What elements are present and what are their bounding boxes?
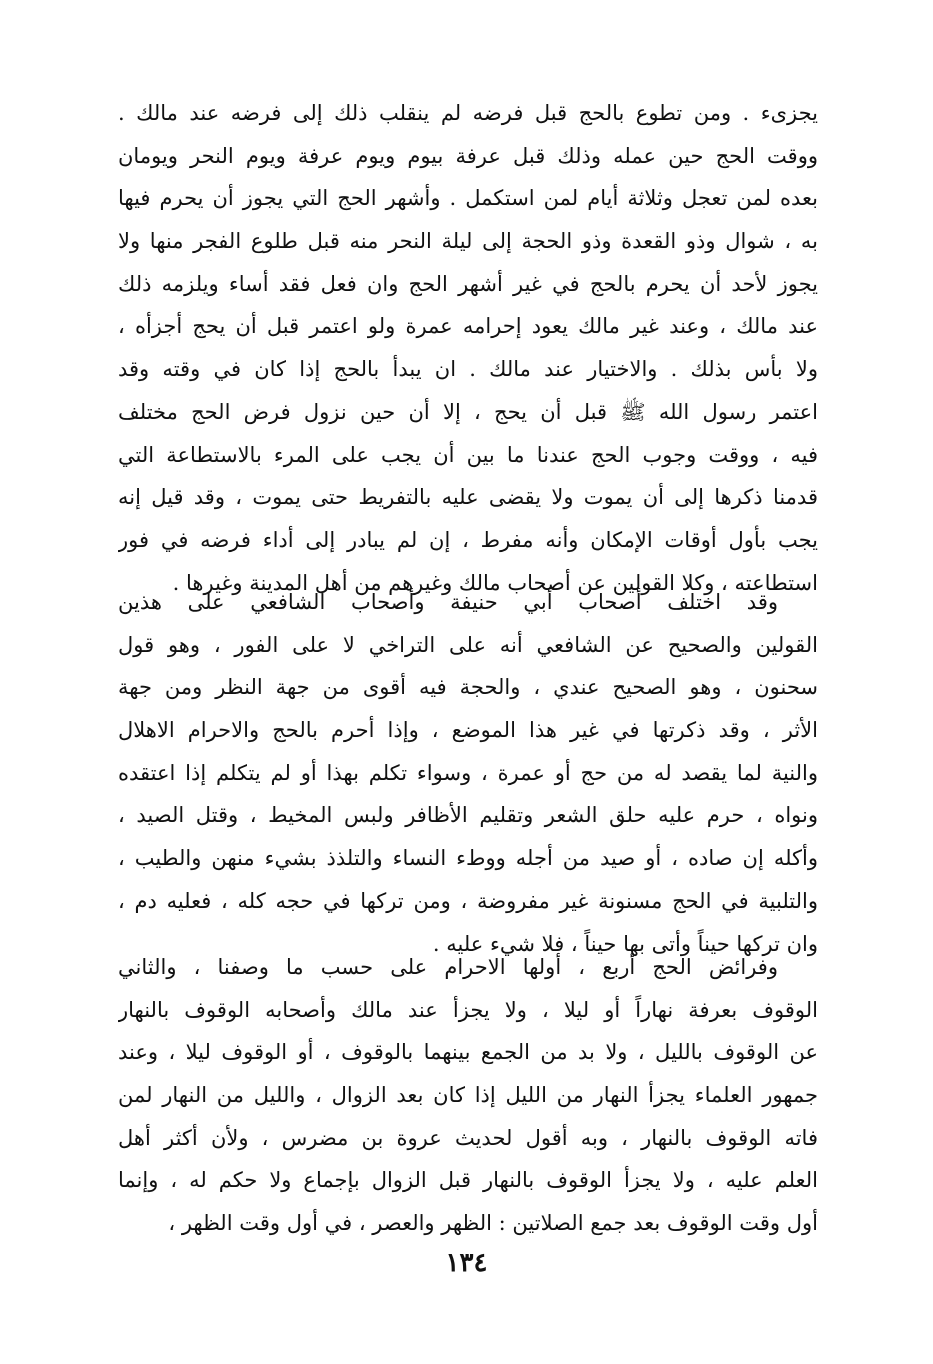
text-line: قدمنا ذكرها إلى أن يموت ولا يقضى عليه بالتفريط حتى يموت ، وقد قيل إنه	[118, 485, 818, 510]
text-line: جمهور العلماء يجزأ النهار من الليل إذا كان بعد الزوال ، والليل من النهار لمن	[118, 1083, 818, 1108]
text-line: والتلبية في الحج مسنونة غير مفروضة ، ومن تركها في حجه كله ، فعليه دم ،	[118, 888, 818, 913]
text-line: سحنون ، وهو الصحيح عندي ، والحجة فيه أقوى من جهة النظر ومن جهة	[118, 675, 818, 700]
text-line: الوقوف بعرفة نهاراً أو ليلا ، ولا يجزأ عند مالك وأصحابه الوقوف بالنهار	[118, 997, 818, 1022]
text-line: ولا بأس بذلك . والاختيار عند مالك . ان يبدأ بالحج إذا كان في وقته وقد	[118, 357, 818, 382]
text-line: يجوز لأحد أن يحرم بالحج في غير أشهر الحج وان فعل فقد أساء ويلزمه ذلك	[118, 271, 818, 296]
paragraph-1	[118, 92, 818, 604]
text-line: وان تركها حيناً وأتى بها حيناً ، فلا شيء عليه .	[432, 931, 818, 956]
text-line: القولين والصحيح عن الشافعي أنه على التراخي لا على الفور ، وهو قول	[118, 632, 818, 657]
paragraph-3	[118, 946, 818, 1245]
text-line: به ، شوال وذو القعدة وذو الحجة إلى ليلة النحر منه قبل طلوع الفجر منها ولا	[118, 229, 818, 254]
text-line: فيه ، ووقت وجوب الحج عندنا ما بين أن يجب على المرء بالاستطاعة التي	[118, 442, 818, 467]
text-line: وقد اختلف أصحاب أبي حنيفة وأصحاب الشافعي على هذين	[118, 590, 778, 614]
text-line: وفرائض الحج أربع ، أولها الاحرام على حسب ما وصفنا ، والثاني	[118, 955, 778, 979]
text-line: ووقت الحج حين عمله وذلك قبل عرفة بيوم ويوم عرفة ويوم النحر ويومان	[118, 143, 818, 168]
page-number: ١٣٤	[445, 1248, 488, 1278]
text-line: وأكله إن صاده ، أو صيد من أجله ووطء النساء والتلذذ بشيء منهن والطيب ،	[118, 846, 818, 871]
text-line: عند مالك ، وعند غير مالك يعود إحرامه عمرة ولو اعتمر قبل أن يحج أجزأه ،	[118, 314, 818, 339]
paragraph-2	[118, 581, 818, 965]
text-line: بعده لمن تعجل وثلاثة أيام لمن استكمل . وأشهر الحج التي يجوز أن يحرم فيها	[118, 186, 818, 211]
text-line: فاته الوقوف بالنهار ، وبه أقول لحديث عروة بن مضرس ، ولأن أكثر أهل	[118, 1125, 818, 1150]
text-line: العلم عليه ، ولا يجزأ الوقوف بالنهار قبل الزوال بإجماع ولا حكم له ، وإنما	[118, 1168, 818, 1193]
text-line: استطاعته ، وكلا القولين عن أصحاب مالك وغيرهم من أهل المدينة وغيرها .	[172, 570, 818, 595]
text-line: عن الوقوف بالليل ، ولا بد من الجمع بينهما بالوقوف ، أو الوقوف ليلا ، وعند	[118, 1040, 818, 1065]
text-line: يجزىء . ومن تطوع بالحج قبل فرضه لم ينقلب ذلك إلى فرضه عند مالك .	[118, 101, 818, 125]
text-line: يجب بأول أوقات الإمكان وأنه مفرط ، إن لم يبادر إلى أداء فرضه في فور	[118, 527, 818, 552]
text-line: الأثر ، وقد ذكرتها في غير هذا الموضع ، وإذا أحرم بالحج والاحرام الاهلال	[118, 718, 818, 743]
text-line: والنية لما يقصد له من حج أو عمرة ، وسواء تكلم بهذا أو لم يتكلم إذا اعتقده	[118, 760, 818, 785]
text-line: ونواه ، حرم عليه حلق الشعر وتقليم الأظافر ولبس المخيط ، وقتل الصيد ،	[118, 803, 818, 828]
text-line: أول وقت الوقوف بعد جمع الصلاتين : الظهر والعصر ، في أول وقت الظهر ،	[168, 1211, 818, 1236]
text-line: اعتمر رسول الله ﷺ قبل أن يحج ، إلا أن حين نزول فرض الحج مختلف	[118, 399, 818, 424]
